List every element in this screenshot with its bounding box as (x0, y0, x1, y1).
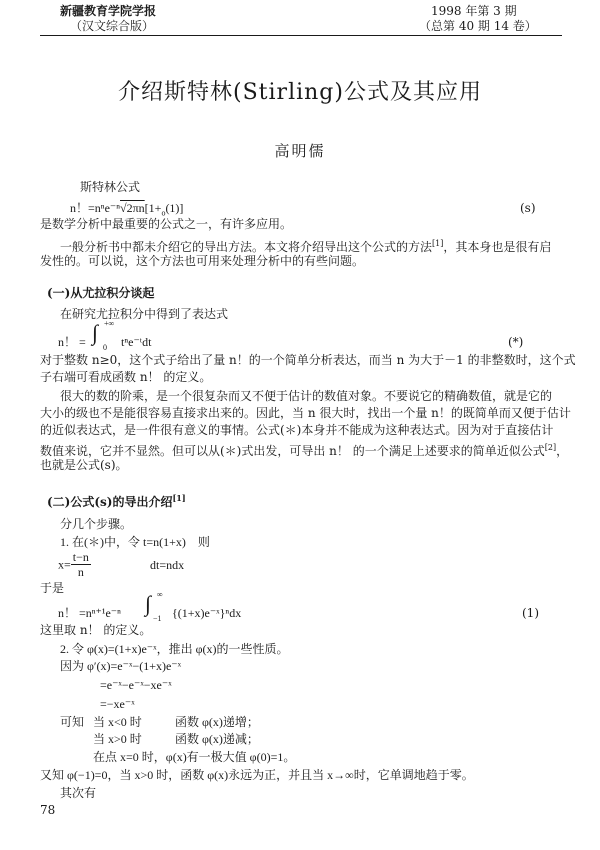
tag-star: (*) (508, 335, 524, 349)
hence-label: 可知 (60, 715, 85, 729)
section-1-para-3-line-3: 的近似表达式，是一件很有意义的事情。公式(＊)本身并不能成为这种表达式。因为对于直接估计 (40, 423, 554, 437)
euler-integral-lhs: n！ = (58, 335, 86, 349)
derivative-line-1: 因为 φ′(x)=e⁻ˣ−(1+x)e⁻ˣ (60, 659, 182, 673)
section-1-para-2-line-1: 对于整数 n≥0，这个式子给出了量 n！的一个简单分析表达，而当 n 为大于－1 的非整数时，这个式 (40, 353, 576, 367)
integral-lower-limit: 0 (103, 343, 107, 352)
equation-1-integrand: {(1+x)e⁻ˣ}ⁿdx (172, 606, 242, 620)
fraction-numerator: t−n (72, 550, 89, 564)
x-equals: x= (58, 557, 71, 572)
section-2-heading-text: (二)公式(s)的导出介绍 (47, 495, 173, 509)
section-1-para-3-line-2: 大小的级也不是能很容易直接求出来的。因此，当 n 很大时，找出一个量 n！的既简单而又便于估计 (40, 406, 571, 420)
formula-label: 斯特林公式 (80, 180, 141, 194)
result-2: 函数 φ(x)递减； (175, 732, 259, 746)
sqrt-2-pi-n: √2πn (120, 201, 145, 215)
derivative-line-2: =e⁻ˣ−e⁻ˣ−xe⁻ˣ (100, 678, 172, 692)
integral-2-upper-limit: ∞ (157, 590, 163, 599)
section-1-para-3-line-5: 也就是公式(s)。 (40, 458, 128, 472)
journal-edition: （汉文综合版） (70, 19, 155, 33)
step-2: 2. 令 φ(x)=(1+x)e⁻ˣ，推出 φ(x)的一些性质。 (60, 642, 289, 656)
journal-name: 新疆教育学院学报 (60, 4, 157, 18)
citation-3: [1] (172, 493, 186, 503)
integral-upper-limit: +∞ (104, 319, 115, 328)
section-2-heading (47, 490, 186, 510)
definition-line: 这里取 n！ 的定义。 (40, 623, 152, 637)
integral-sign: ∫ (92, 320, 99, 345)
integral-2-lower-limit: −1 (153, 614, 162, 623)
steps-intro: 分几个步骤。 (60, 517, 133, 531)
section-1-para-3-line-4-end: ， (556, 444, 569, 458)
fraction-denominator: n (77, 565, 84, 579)
intro-paragraph-1: 是数学分析中最重要的公式之一，有许多应用。 (40, 217, 293, 231)
issue-number: 1998 年第 3 期 (431, 4, 517, 18)
equation-1-lhs: n！ =nⁿ⁺¹e⁻ⁿ (58, 606, 121, 620)
step-1: 1. 在(＊)中，令 t=n(1+x) 则 (60, 535, 210, 549)
header-rule (40, 35, 562, 36)
section-1-heading: (一)从尤拉积分谈起 (47, 286, 155, 300)
formula-s-rhs-3: (1)] (165, 201, 184, 215)
article-author: 高明儒 (274, 142, 326, 160)
intro-p2-text: 一般分析书中都未介绍它的导出方法。本文将介绍导出这个公式的方法 (60, 240, 433, 254)
formula-s-rhs-1: =nⁿe⁻ⁿ (88, 201, 121, 215)
condition-1: 当 x<0 时 (93, 715, 142, 729)
article-title: 介绍斯特林(Stirling)公式及其应用 (118, 80, 482, 105)
result-1: 函数 φ(x)递增； (175, 715, 259, 729)
citation-2: [2] (544, 443, 557, 452)
tag-1: (1) (522, 606, 539, 620)
integral-sign-2: ∫ (145, 591, 152, 616)
euler-integrand: tⁿe⁻ᵗdt (121, 335, 152, 349)
section-1-para-3-line-1: 很大的数的阶乘，是一个很复杂而又不便于估计的数值对象。不要说它的精确数值，就是它的 (60, 389, 553, 403)
therefore-label: 于是 (40, 581, 65, 595)
page-number: 78 (40, 803, 56, 817)
tag-s: (s) (520, 201, 536, 215)
condition-2: 当 x>0 时 (93, 732, 142, 746)
formula-s-rhs-2: [1+ (144, 201, 162, 215)
section-1-para-3-line-4-text: 数值来说，它并不显然。但可以从(＊)式出发，可导出 n！ 的一个满足上述要求的简单近似公式 (40, 444, 545, 458)
dt-equation: dt=ndx (150, 558, 185, 572)
section-1-para-1: 在研究尤拉积分中得到了表达式 (60, 307, 229, 321)
section-1-para-2-line-2: 子右端可看成函数 n！ 的定义。 (40, 370, 212, 384)
total-issue: （总第 40 期 14 卷） (419, 19, 537, 33)
intro-paragraph-2-cont: 发性的。可以说，这个方法也可用来处理分析中的有些问题。 (40, 254, 365, 268)
maximum-line: 在点 x=0 时，φ(x)有一极大值 φ(0)=1。 (93, 750, 296, 764)
formula-s-lhs: n！ (70, 201, 89, 215)
fraction-t-minus-n-over-n (71, 550, 91, 579)
derivative-line-3: =−xe⁻ˣ (100, 697, 135, 711)
little-o: o (161, 208, 166, 218)
substitution-x (58, 550, 91, 579)
limit-behaviour-line: 又知 φ(−1)=0，当 x>0 时，函数 φ(x)永远为正，并且当 x→∞时，它单调地趋于零。 (40, 768, 474, 782)
next-line: 其次有 (60, 786, 97, 800)
intro-p2-text-b: ，其本身也是很有启 (443, 240, 552, 254)
citation-1: [1] (432, 239, 444, 248)
